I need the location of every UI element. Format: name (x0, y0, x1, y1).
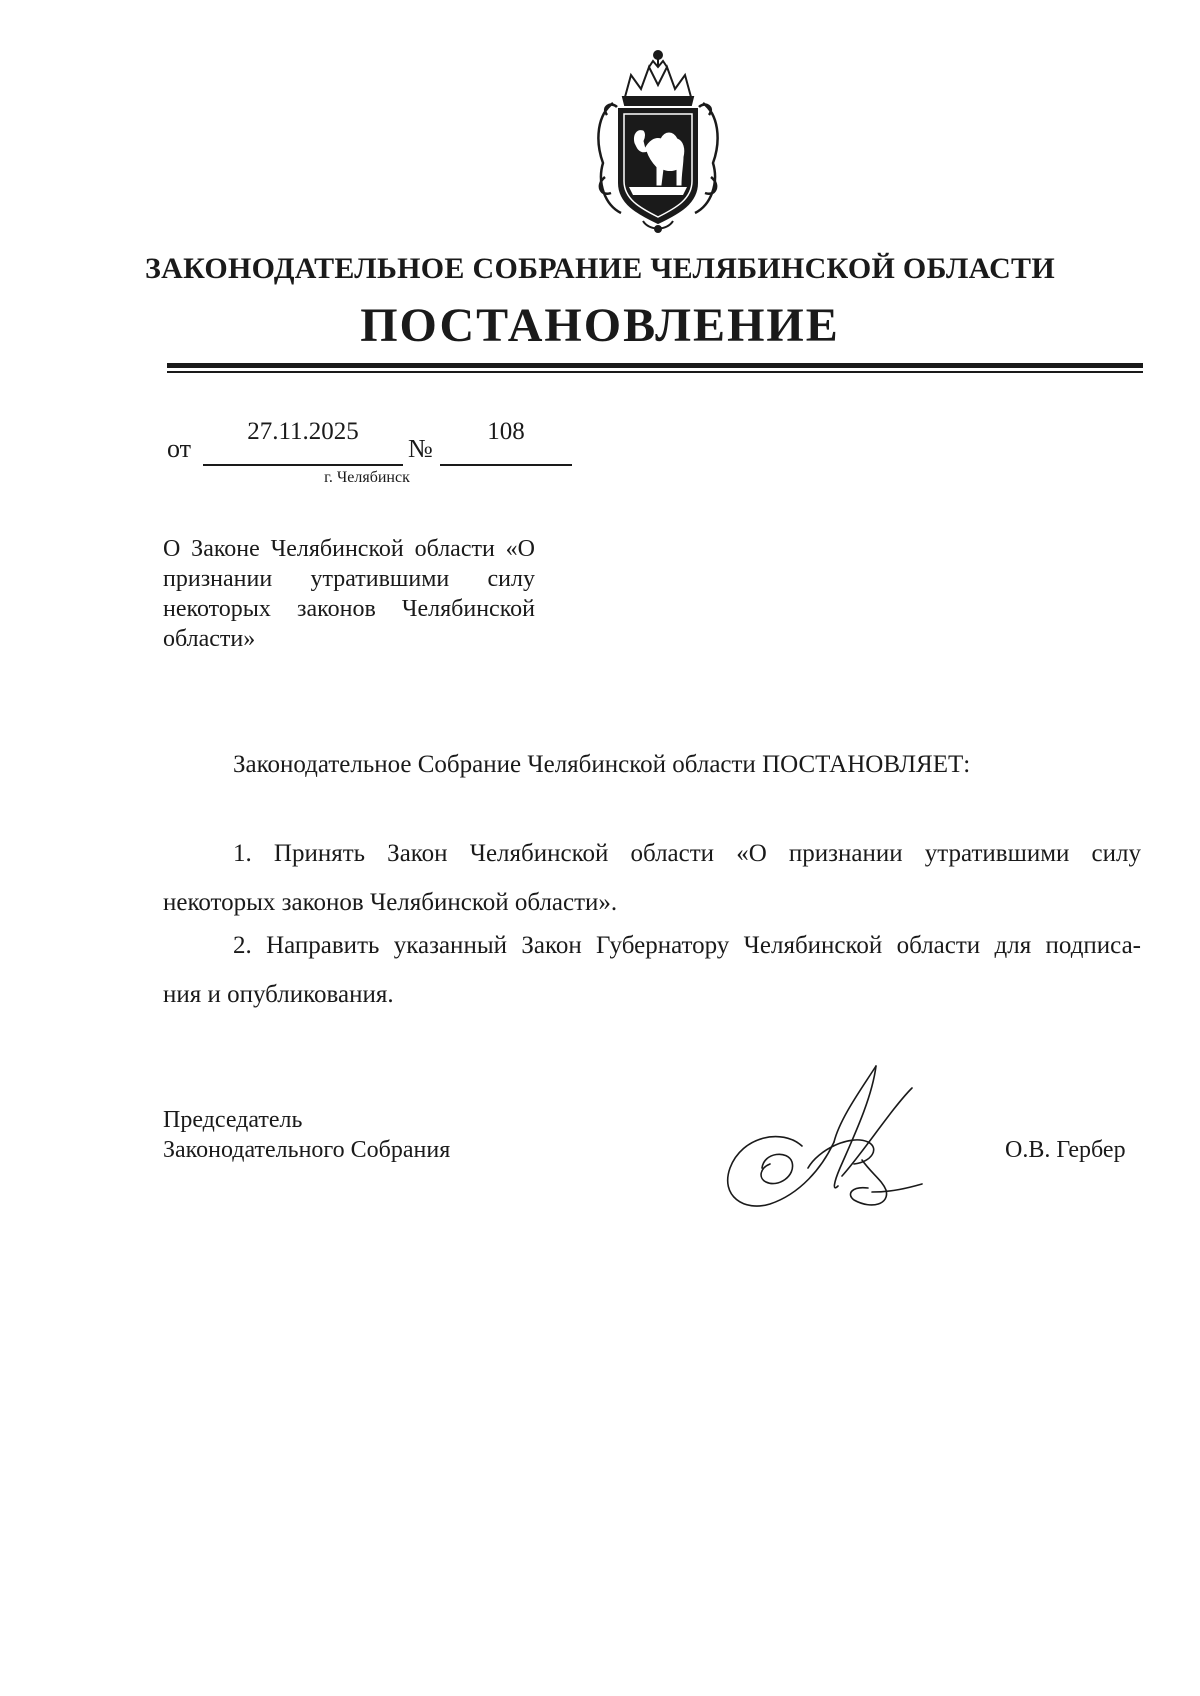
preamble: Законодательное Собрание Челябинской области ПОСТАНОВЛЯЕТ: (233, 751, 971, 778)
document-type-title: ПОСТАНОВЛЕНИЕ (360, 299, 840, 352)
number-label: № (408, 434, 433, 463)
signatory-position-line-1: Председатель (163, 1107, 303, 1133)
item-1-line-1: 1. Принять Закон Челябинской области «О признании утратившими силу (233, 840, 1141, 867)
number-underline (440, 464, 572, 466)
document-number: 108 (487, 418, 525, 445)
document-subject: О Законе Челябинской области «О признании утратившими силу некоторых законов Челябинской области» (163, 536, 535, 652)
coat-of-arms-icon (583, 45, 733, 235)
handwritten-signature-icon (722, 1058, 952, 1220)
date-label: от (167, 434, 192, 463)
signatory-name: О.В. Гербер (1005, 1137, 1126, 1163)
item-2-line-2: ния и опубликования. (163, 981, 394, 1008)
organization-title: ЗАКОНОДАТЕЛЬНОЕ СОБРАНИЕ ЧЕЛЯБИНСКОЙ ОБЛАСТИ (145, 252, 1055, 285)
document-date: 27.11.2025 (247, 418, 359, 445)
header-divider-thick (167, 363, 1143, 368)
date-underline (203, 464, 403, 466)
header-divider-thin (167, 371, 1143, 373)
item-2-line-1: 2. Направить указанный Закон Губернатору Челябинской области для подписа- (233, 932, 1141, 959)
signatory-position-line-2: Законодательного Собрания (163, 1137, 451, 1163)
item-1-line-2: некоторых законов Челябинской области». (163, 889, 618, 916)
city-label: г. Челябинск (324, 469, 410, 486)
